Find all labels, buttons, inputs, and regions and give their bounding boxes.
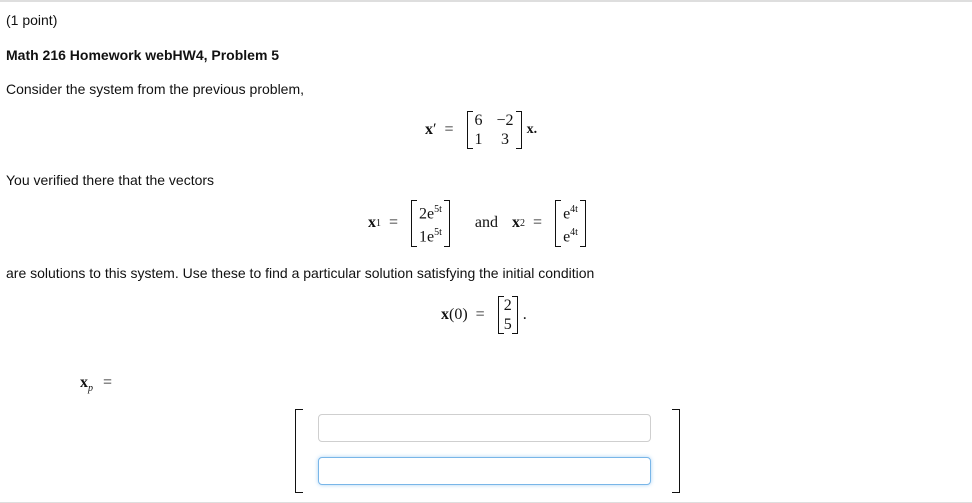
matrix-a22: 3 [501, 131, 510, 148]
initial-condition [441, 295, 527, 335]
system-rhs: x. [526, 122, 538, 137]
initial-vector [498, 295, 518, 335]
answer-input-bottom[interactable] [318, 457, 651, 485]
x2-vector [555, 199, 586, 248]
initial-label: x [441, 306, 449, 323]
answer-input-top[interactable] [318, 414, 651, 442]
solution-vectors [368, 199, 591, 248]
and-word: and [474, 214, 499, 232]
x1-equals: = [389, 214, 399, 232]
points-label: (1 point) [6, 12, 58, 28]
x2-subscript: 2 [520, 217, 526, 229]
initial-bottom-entry: 5 [503, 316, 512, 333]
matrix-a21: 1 [474, 131, 483, 148]
answer-left-bracket [295, 409, 303, 493]
matrix-a11: 6 [474, 112, 483, 129]
x2-label: x [512, 214, 521, 232]
answer-label: $x_p$ = [80, 374, 113, 395]
matrix-a12: −2 [496, 112, 514, 129]
initial-top-entry: 2 [503, 297, 512, 314]
initial-equals: = [475, 306, 485, 323]
top-divider [0, 0, 972, 2]
x1-top-entry: $2e^{5t}$ [419, 204, 442, 223]
x2-bottom-entry: $e^{4t}$ [563, 227, 578, 246]
x1-bottom-entry: $1e^{5t}$ [419, 227, 442, 246]
system-prime: ′ [433, 121, 437, 138]
system-lhs: x [425, 121, 433, 138]
system-equation [425, 110, 537, 150]
initial-arg: (0) [449, 306, 468, 323]
x1-label: x [368, 214, 376, 232]
problem-title: Math 216 Homework webHW4, Problem 5 [6, 47, 280, 63]
x1-vector [411, 199, 450, 248]
x2-top-entry: $e^{4t}$ [563, 204, 578, 223]
system-equals: = [444, 121, 454, 138]
x2-equals: = [533, 214, 543, 232]
problem-intro: Consider the system from the previous problem, [6, 81, 305, 97]
coefficient-matrix [467, 110, 522, 150]
x1-subscript: 1 [376, 217, 381, 229]
verified-text: You verified there that the vectors [6, 172, 215, 188]
answer-right-bracket [672, 409, 680, 493]
solutions-text: are solutions to this system. Use these to find a particular solution satisfying the initial condition [6, 265, 595, 281]
initial-period: . [522, 306, 527, 323]
